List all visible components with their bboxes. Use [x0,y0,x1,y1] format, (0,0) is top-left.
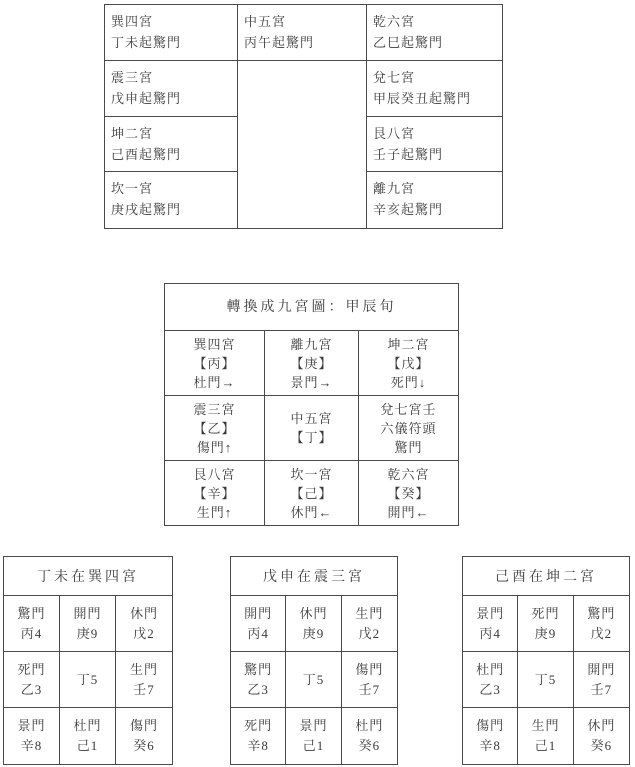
stem-number: 辛8 [247,738,269,753]
grid-cell [116,652,172,708]
stem-number: 壬7 [358,681,381,697]
palace-name: 坎一宮 [290,466,333,482]
stem-number: 丙4 [20,625,43,641]
palace-name: 坤二宮 [111,125,154,141]
top-cell-xun4 [105,5,238,61]
stem-number: 癸6 [133,738,155,753]
top-cell-gen8 [367,117,502,173]
palace-detail: 戊申起驚門 [111,90,182,106]
grid-cell [60,708,116,764]
gate-arrow: 杜門→ [193,374,236,390]
stem-label: 【庚】 [290,355,333,371]
palace-grid-jiyou [462,556,630,765]
grid-cell [60,596,116,652]
palace-name: 艮八宮 [373,125,416,141]
grid-cell [342,596,397,652]
grid-cell-center [518,652,573,708]
stem-number: 戊2 [358,625,381,641]
gate-name: 休門 [129,605,158,621]
palace-detail: 甲辰癸丑起驚門 [373,90,472,106]
gate-arrow: 驚門 [394,439,423,455]
palace-detail: 辛亥起驚門 [373,202,444,218]
stem-number: 癸6 [358,738,381,753]
gate-name: 景門 [17,718,46,733]
top-cell-qian6 [367,5,502,61]
gate-name: 死門 [244,718,273,733]
stem-number: 丁5 [76,671,99,687]
palace-name: 震三宮 [193,401,236,417]
gate-name: 開門 [587,661,616,677]
grid-cell [574,708,629,764]
palace-start-table [104,4,503,229]
gate-arrow: 景門→ [290,374,333,390]
grid-cell [231,596,286,652]
palace-name: 巽四宮 [193,336,236,352]
stem-number: 乙3 [247,681,269,697]
gate-name: 死門 [17,661,46,677]
palace-grid-dingwei [3,556,173,765]
top-cell-kun2 [105,117,238,173]
palace-grid-wushen [230,556,398,765]
top-cell-dui7 [367,61,502,117]
stem-number: 己1 [534,738,557,753]
grid-title: 丁未在巽四宮 [4,557,172,596]
palace-name: 巽四宮 [111,14,154,29]
palace-detail: 己酉起驚門 [111,146,182,162]
nine-palace-title: 轉換成九宮圖：甲辰旬 [165,284,458,331]
grid-cell [4,652,60,708]
grid-title: 己酉在坤二宮 [463,557,629,596]
stem-label: 六儀符頭 [380,420,437,436]
gate-name: 驚門 [587,605,616,621]
stem-number: 乙3 [20,681,43,697]
top-cell-kan1 [105,172,238,228]
nine-cell-qian6 [359,461,458,525]
gate-arrow: 傷門↑ [196,439,233,455]
stem-number: 壬7 [590,681,613,697]
gate-name: 生門 [129,661,158,677]
palace-name: 坤二宮 [387,336,430,352]
stem-number: 壬7 [133,681,155,697]
palace-detail: 乙巳起驚門 [373,35,444,50]
stem-label: 【丙】 [193,355,236,371]
nine-cell-zhen3 [165,396,265,461]
stem-label: 【丁】 [290,430,333,445]
palace-name: 震三宮 [111,69,154,85]
stem-number: 己1 [302,738,325,753]
gate-name: 景門 [476,605,505,621]
stem-number: 丙4 [247,625,269,641]
gate-name: 驚門 [17,605,46,621]
gate-name: 休門 [587,718,616,733]
palace-name: 中五宮 [244,14,287,29]
gate-arrow: 休門← [290,504,333,520]
grid-cell [286,708,341,764]
grid-cell [463,596,518,652]
gate-name: 休門 [299,605,328,621]
nine-cell-zhong5 [265,396,359,461]
palace-name: 坎一宮 [111,181,154,197]
stem-number: 庚9 [302,625,325,641]
grid-cell [574,596,629,652]
palace-detail: 庚戌起驚門 [111,202,182,218]
grid-cell [116,708,172,764]
palace-name: 乾六宮 [387,466,430,482]
palace-detail: 丙午起驚門 [244,35,315,50]
top-cell-empty [238,61,367,228]
grid-cell [342,708,397,764]
palace-name: 兌七宮 [373,69,416,85]
gate-name: 開門 [73,605,102,621]
grid-cell [286,596,341,652]
gate-name: 傷門 [476,718,505,733]
gate-name: 生門 [355,605,384,621]
stem-number: 乙3 [479,681,501,697]
nine-cell-kun2 [359,331,458,396]
palace-detail: 壬子起驚門 [373,146,444,162]
nine-cell-li9 [265,331,359,396]
stem-number: 丁5 [302,671,325,687]
grid-cell [518,708,573,764]
stem-number: 庚9 [76,625,99,641]
palace-name: 離九宮 [373,181,416,197]
palace-name: 離九宮 [290,336,333,352]
top-cell-li9 [367,172,502,228]
palace-name: 兌七宮壬 [380,401,437,417]
gate-arrow: 生門↑ [196,504,233,520]
gate-name: 生門 [531,718,560,733]
gate-name: 杜門 [476,661,505,677]
grid-cell [116,596,172,652]
stem-number: 癸6 [590,738,613,753]
grid-cell [231,708,286,764]
gate-arrow: 開門← [387,504,430,520]
stem-number: 戊2 [590,625,613,641]
gate-name: 杜門 [73,718,102,733]
top-cell-zhong5 [238,5,367,61]
grid-cell-center [286,652,341,708]
stem-label: 【辛】 [193,485,236,501]
nine-cell-gen8 [165,461,265,525]
gate-name: 驚門 [244,661,273,677]
grid-cell [4,708,60,764]
palace-name: 乾六宮 [373,14,416,29]
palace-detail: 丁未起驚門 [111,35,182,50]
nine-cell-dui7 [359,396,458,461]
gate-name: 杜門 [355,718,384,733]
grid-cell [463,708,518,764]
gate-name: 傷門 [355,661,384,677]
palace-name: 中五宮 [290,411,333,426]
grid-cell [4,596,60,652]
stem-label: 【戊】 [387,355,430,371]
grid-cell [231,652,286,708]
stem-label: 【乙】 [193,420,236,436]
stem-number: 辛8 [20,738,43,753]
gate-arrow: 死門↓ [390,374,427,390]
grid-cell [518,596,573,652]
stem-label: 【己】 [290,485,333,501]
stem-number: 丙4 [479,625,501,641]
stem-label: 【癸】 [387,485,430,501]
palace-name: 艮八宮 [193,466,236,482]
grid-cell [342,652,397,708]
gate-name: 景門 [299,718,328,733]
gate-name: 傷門 [129,718,158,733]
gate-name: 開門 [244,605,273,621]
nine-cell-xun4 [165,331,265,396]
stem-number: 庚9 [534,625,557,641]
grid-cell-center [60,652,116,708]
stem-number: 戊2 [133,625,155,641]
stem-number: 辛8 [479,738,501,753]
top-cell-zhen3 [105,61,238,117]
nine-palace-grid [164,283,459,526]
stem-number: 丁5 [534,671,557,687]
stem-number: 己1 [76,738,99,753]
grid-title: 戊申在震三宮 [231,557,397,596]
grid-cell [574,652,629,708]
gate-name: 死門 [531,605,560,621]
nine-cell-kan1 [265,461,359,525]
grid-cell [463,652,518,708]
